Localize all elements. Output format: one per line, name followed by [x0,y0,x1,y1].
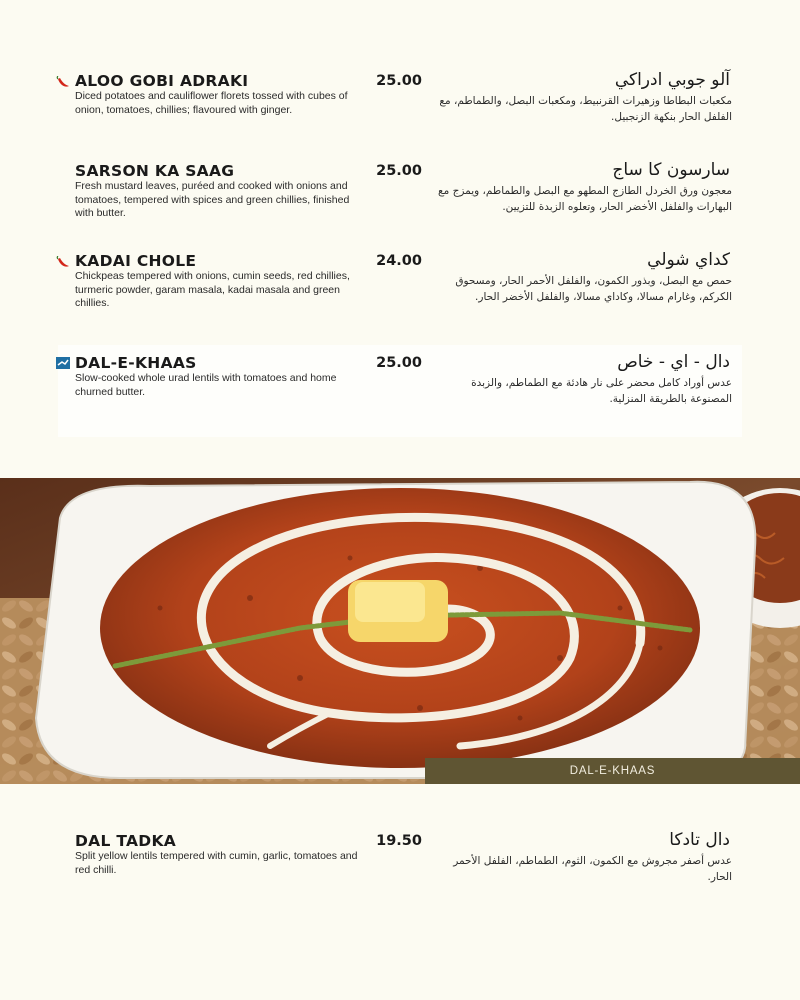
photo-caption: DAL-E-KHAAS [425,758,800,784]
item-arabic-description: مكعبات البطاطا وزهيرات القرنبيط، ومكعبات البصل، والطماطم، مع الفلفل الحار بنكهة الزنجبيل. [439,95,732,123]
item-name: DAL TADKA [75,832,177,850]
item-description: Slow-cooked whole urad lentils with tomatoes and home churned butter. [75,372,337,398]
item-arabic-description: عدس أصفر مجروش مع الكمون، الثوم، الطماطم، الفلفل الأحمر الحار. [453,855,732,883]
item-description: Diced potatoes and cauliflower florets tossed with cubes of onion, tomatoes, chillies; flavoured with ginger. [75,90,348,116]
item-name: DAL-E-KHAAS [75,354,197,372]
item-description: Split yellow lentils tempered with cumin, garlic, tomatoes and red chilli. [75,850,358,876]
item-arabic-name: آلو جوبي ادراكي [614,70,730,90]
item-price: 25.00 [376,163,422,179]
item-arabic-name: دال - اي - خاص [617,352,730,372]
chili-icon [56,76,70,88]
signature-dish-icon [56,357,70,369]
item-arabic-description: عدس أوراد كامل محضر على نار هادئة مع الطماطم، والزبدة المصنوعة بالطريقة المنزلية. [471,377,732,405]
item-description: Fresh mustard leaves, puréed and cooked with onions and tomatoes, tempered with spices and green chillies, finished with butter. [75,180,350,219]
dish-photo [0,478,800,784]
chili-icon [56,256,70,268]
item-name: SARSON KA SAAG [75,162,235,180]
dal-e-khaas-photo [0,478,800,784]
item-arabic-name: سارسون كا ساج [612,160,730,180]
item-description: Chickpeas tempered with onions, cumin seeds, red chillies, turmeric powder, garam masala, kadai masala and green chillies. [75,270,350,309]
item-price: 25.00 [376,73,422,89]
item-price: 25.00 [376,355,422,371]
item-price: 19.50 [376,833,422,849]
item-name: KADAI CHOLE [75,252,197,270]
item-arabic-description: حمص مع البصل، وبذور الكمون، والفلفل الأحمر الحار، ومسحوق الكركم، وغارام مسالا، وكاداي مسالا، والفلفل الأخضر الحار. [455,275,732,303]
item-price: 24.00 [376,253,422,269]
item-name: ALOO GOBI ADRAKI [75,72,249,90]
item-arabic-description: معجون ورق الخردل الطازج المطهو مع البصل والطماطم، ويمزج مع البهارات والفلفل الأخضر الحار، وتعلوه الزبدة للتزيين. [438,185,732,213]
item-arabic-name: دال تادكا [669,830,730,850]
item-arabic-name: كداي شولي [647,250,730,270]
